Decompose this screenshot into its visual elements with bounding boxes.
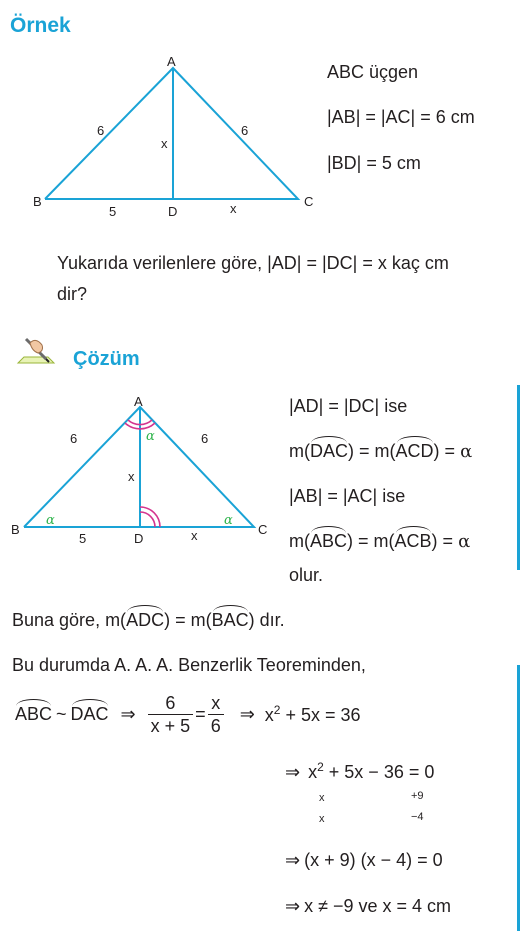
equation-1-rest: + 5x = 36	[280, 705, 361, 725]
result-suffix: ) dır.	[248, 610, 285, 630]
step-3	[285, 850, 443, 871]
step-2-x: x	[308, 762, 318, 782]
fact-line-4-lhs-post: )	[347, 531, 354, 551]
example-given-2: |AB| = |AC| = 6 cm	[327, 107, 475, 127]
angle-dac: DAC	[310, 441, 349, 461]
implies-arrow-3: ⇒	[285, 762, 301, 782]
fact-line-2-rhs-post: )	[433, 441, 440, 461]
step-3-text: (x + 9) (x − 4) = 0	[304, 850, 443, 870]
fact-line-2-eq: = m(	[354, 441, 396, 461]
example-seg-dc-label: x	[230, 201, 237, 216]
factor-table-r2-right: −4	[411, 811, 424, 823]
result-mid: ) = m(	[164, 610, 212, 630]
step-2-exponent: 2	[317, 760, 324, 774]
fraction-1-numerator: 6	[148, 692, 194, 715]
example-vertex-c: C	[304, 194, 314, 209]
example-question-line2: dir?	[57, 284, 88, 304]
implies-arrow-4: ⇒	[285, 850, 301, 870]
fact-line-3: |AB| = |AC| ise	[289, 486, 406, 506]
fact-line-4: m(ABC) = m(ACB) = α	[289, 531, 471, 552]
fact-line-4-rhs-post: )	[431, 531, 438, 551]
solution-side-ab-label: 6	[70, 431, 78, 446]
solution-seg-ad-label: x	[128, 469, 135, 484]
solution-triangle-figure	[0, 390, 280, 550]
similarity-symbol: ~	[56, 704, 67, 724]
example-vertex-b: B	[33, 194, 42, 209]
solution-heading: Çözüm	[73, 348, 140, 370]
fact-line-4-lhs-pre: m(	[289, 531, 310, 551]
fact-line-2: m(DAC) = m(ACD) = α	[289, 441, 473, 462]
example-seg-ad-label: x	[161, 136, 168, 151]
example-side-ac-label: 6	[241, 123, 249, 138]
fact-line-4-eq: = m(	[353, 531, 395, 551]
solution-vertex-c: C	[258, 522, 268, 537]
triangle-dac: DAC	[70, 704, 109, 724]
solution-angle-d-mark-outer	[140, 507, 160, 527]
solution-angle-d-mark-inner	[140, 512, 155, 527]
example-seg-bd-label: 5	[109, 204, 117, 219]
result-prefix: Buna göre, m(	[12, 610, 127, 630]
solution-seg-bd-label: 5	[79, 531, 87, 546]
implies-arrow-5: ⇒	[285, 896, 301, 916]
solution-alpha-a: α	[146, 429, 155, 444]
angle-acd: ACD	[395, 441, 434, 461]
example-triangle-outline	[45, 68, 298, 199]
factor-table-r1-left: x	[319, 792, 325, 804]
result-line	[12, 610, 285, 631]
fact-line-1: |AD| = |DC| ise	[289, 396, 408, 416]
step-4	[285, 896, 451, 917]
example-heading: Örnek	[10, 14, 71, 37]
similarity-line	[15, 692, 361, 737]
fact-line-2-lhs-pre: m(	[289, 441, 310, 461]
angle-abc: ABC	[310, 531, 348, 551]
implies-arrow-2: ⇒	[239, 704, 255, 724]
factor-table-r1-right: +9	[411, 790, 424, 802]
fact-line-5: olur.	[289, 565, 324, 585]
factor-table-r2-left: x	[319, 813, 325, 825]
step-2-rest: + 5x − 36 = 0	[323, 762, 435, 782]
fraction-2-denominator: 6	[210, 716, 221, 736]
angle-acb: ACB	[394, 531, 432, 551]
equals-sign: =	[195, 704, 206, 724]
example-vertex-a: A	[167, 54, 176, 69]
solution-vertex-a: A	[134, 394, 143, 409]
example-triangle-figure	[0, 50, 330, 225]
triangle-abc: ABC	[15, 704, 53, 724]
example-given-3: |BD| = 5 cm	[327, 153, 421, 173]
equation-1-x: x	[264, 705, 274, 725]
fraction-1-denominator: x + 5	[150, 716, 191, 736]
fraction-6-over-x-plus-5	[148, 692, 194, 737]
equation-1-exponent: 2	[273, 703, 281, 717]
solution-alpha-b: α	[46, 513, 55, 528]
example-side-ab-label: 6	[97, 123, 105, 138]
implies-arrow-1: ⇒	[120, 704, 136, 724]
pen-hand-icon	[16, 333, 56, 369]
fraction-2-numerator: x	[208, 692, 224, 715]
angle-adc: ADC	[126, 610, 165, 630]
example-given-1: ABC üçgen	[327, 62, 419, 82]
solution-vertex-b: B	[11, 522, 20, 537]
equation-1	[265, 703, 361, 726]
example-question-line1: Yukarıda verilenlere göre, |AD| = |DC| = x kaç cm	[57, 253, 449, 273]
step-2	[285, 760, 434, 783]
fact-line-2-alpha: α	[460, 441, 473, 462]
fraction-x-over-6	[208, 692, 224, 737]
fact-line-2-lhs-post: )	[348, 441, 355, 461]
solution-vertex-d: D	[134, 531, 144, 546]
solution-side-ac-label: 6	[201, 431, 209, 446]
angle-bac: BAC	[211, 610, 249, 630]
fact-line-4-alpha: α	[458, 531, 471, 552]
solution-alpha-c: α	[224, 513, 233, 528]
step-4-text: x ≠ −9 ve x = 4 cm	[304, 896, 452, 916]
solution-seg-dc-label: x	[191, 528, 198, 543]
example-vertex-d: D	[168, 204, 178, 219]
theorem-line: Bu durumda A. A. A. Benzerlik Teoreminden,	[12, 655, 366, 675]
